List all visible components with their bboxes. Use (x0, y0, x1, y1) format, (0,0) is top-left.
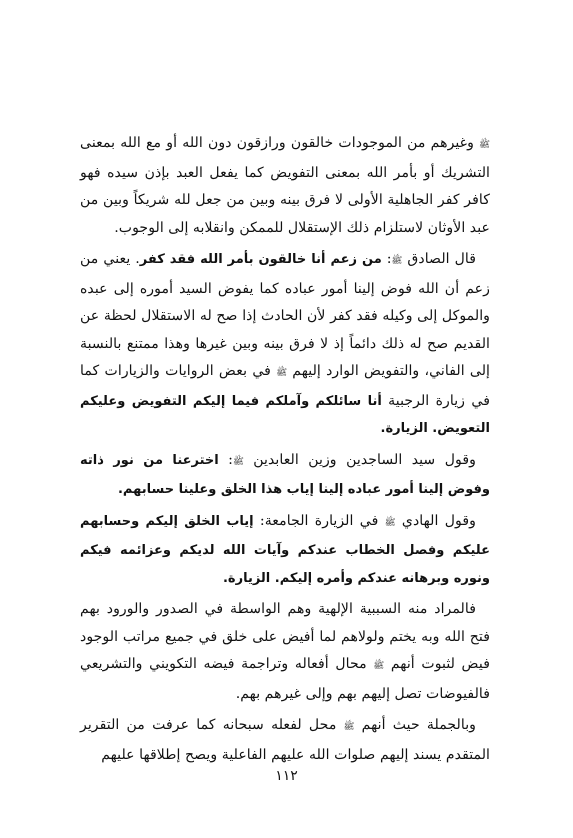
quotation-text: من زعم أنا خالقون بأمر الله فقد كفر (139, 252, 382, 267)
body-text-segment: محال أفعاله وتراجمة فيضه التكويني والتشريعي فالفيوضات تصل إليهم بهم وإلى غيرهم بهم. (80, 656, 490, 702)
body-text-segment: قال الصادق (402, 251, 477, 267)
honorific-symbol: ﷺ (343, 722, 355, 732)
quotation-text: إياب الخلق إليكم وحسابهم عليكم وفصل الخطاب عندكم وآيات الله لديكم وعزائمه فيكم ونوره وبرهانه عندكم وأمره إليكم. الزيارة. (80, 513, 490, 586)
honorific-symbol: ﷺ (232, 456, 244, 467)
body-text-segment: وقول سيد الساجدين وزين العابدين (243, 451, 476, 468)
page-number: ١١٢ (275, 768, 298, 784)
honorific-symbol: ﷺ (373, 661, 385, 671)
honorific-symbol: ﷺ (391, 256, 403, 266)
quotation-text: أنا سائلكم وآملكم فيما إليكم التفويض وعليكم التعويض. الزيارة. (80, 393, 490, 436)
body-text-segment: وغيرهم من الموجودات خالقون ورازقون دون الله أو مع الله بمعنى التشريك أو بأمر الله بمعنى التفويض كما يفعل العبد بإذن سيده فهو كافر كفر الجاهلية الأولى لا فرق بينه وبين من جعل لله شريكاً وبين من عبد الأوثان لاستلزام ذلك الإستقلال للممكن وانقلابه إلى الوجوب. (80, 135, 490, 236)
body-text-segment: وبالجملة حيث أنهم (354, 717, 476, 733)
honorific-symbol: ﷺ (276, 368, 288, 378)
body-text-segment: في الزيارة الجامعة: (253, 512, 385, 529)
paragraph (80, 508, 490, 593)
body-text-segment: : (381, 251, 392, 267)
body-text-segment: في بعض الروايات والزيارات كما في زيارة الرجبية (80, 363, 490, 409)
body-text-segment: فالمراد منه السببية الإلهية وهم الواسطة في الصدور والورود بهم فتح الله وبه يختم ولولاهم لما أفيض على خلق في جميع مراتب الوجود فيض لثبوت أنهم (80, 601, 490, 672)
paragraph (80, 447, 490, 504)
quotation-text: اخترعنا من نور ذاته وفوض إلينا أمور عباده إلينا إياب هذا الخلق وعلينا حسابهم. (80, 452, 490, 497)
document-page (80, 130, 490, 820)
body-text-segment: محل لفعله سبحانه كما عرفت من التقرير المتقدم يسند إليهم صلوات الله عليهم الفاعلية ويصح إطلاقها عليهم (80, 717, 490, 763)
paragraph (80, 712, 490, 769)
honorific-symbol: ﷺ (384, 517, 396, 528)
paragraph (80, 596, 490, 708)
honorific-symbol: ﷺ (479, 140, 490, 150)
paragraph (80, 130, 490, 242)
paragraph (80, 246, 490, 443)
body-text-segment: : (218, 451, 233, 468)
body-text-segment: . يعني من زعم أن الله فوض إلينا أمور عباده كما يفوض السيد أموره إلى عبده والموكل إلى وكيله فقد كفر لأن الحادث إذا صح له الاستقلال لحظة عن القديم صح له ذلك دائماً إذ لا فرق بينه وبين غيرها وهذا ممتنع بالنسبة إلى الفاني، والتفويض الوارد إليهم (80, 251, 490, 379)
body-text-segment: وقول الهادي (395, 512, 476, 529)
body-text (80, 130, 490, 769)
